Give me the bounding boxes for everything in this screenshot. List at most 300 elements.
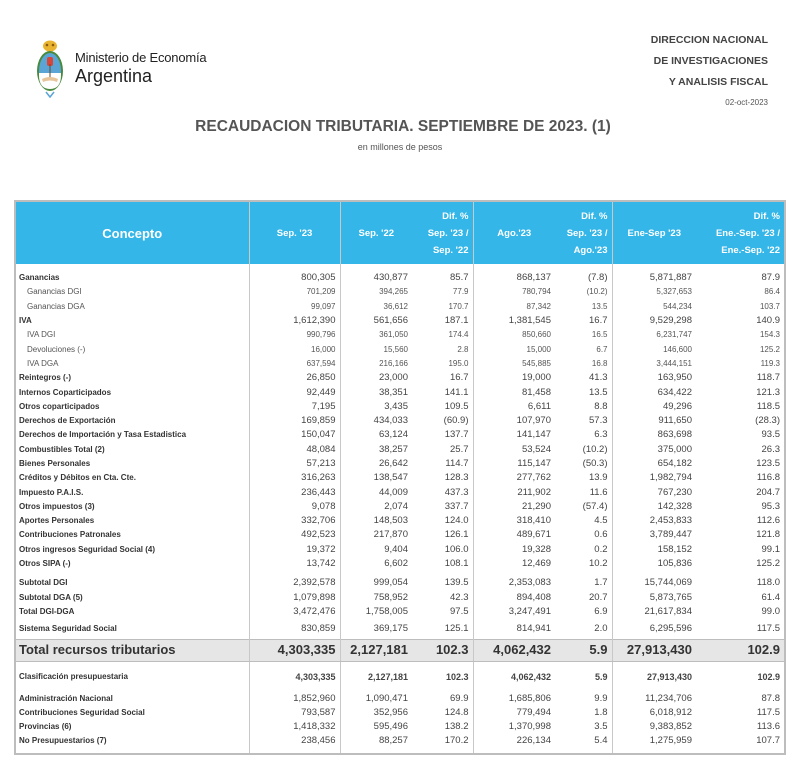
row-value: 87.9 <box>761 272 780 284</box>
row-value: 701,209 <box>249 285 340 299</box>
table-row <box>16 300 784 314</box>
row-label: Derechos de Exportación <box>19 416 116 426</box>
row-value: 170.7 <box>448 301 469 311</box>
row-value: 9,404 <box>340 543 412 557</box>
row-value: 112.6 <box>756 515 780 527</box>
row-label: IVA DGA <box>27 358 59 368</box>
row-label: Otros coparticipados <box>19 401 100 411</box>
row-value: 138,547 <box>340 471 412 485</box>
row-value: 26.3 <box>761 443 780 455</box>
row-value: (10.2) <box>586 287 608 297</box>
row-label: Total recursos tributarios <box>16 639 249 661</box>
row-value: 4.5 <box>594 515 608 527</box>
table-row <box>16 314 784 328</box>
row-value: 57,213 <box>249 457 340 471</box>
ministry-name: Ministerio de Economía <box>75 49 207 65</box>
row-value: 6,018,912 <box>612 706 696 720</box>
spacer-row <box>16 749 784 753</box>
row-value: 758,952 <box>340 591 412 605</box>
row-label: Contribuciones Seguridad Social <box>19 707 145 717</box>
row-value: 26,850 <box>249 371 340 385</box>
row-value: 27,913,430 <box>612 661 696 691</box>
row-value: 6,602 <box>340 557 412 571</box>
row-value: 894,408 <box>473 591 555 605</box>
col-header-sep23: Sep. '23 <box>249 202 340 264</box>
row-value: 16.8 <box>591 358 608 368</box>
ministry-logo <box>35 37 206 99</box>
col-header-sep22: Sep. '22 <box>340 202 412 264</box>
row-value: 2,074 <box>340 500 412 514</box>
row-value: 1.7 <box>594 577 608 589</box>
row-value: 117.5 <box>756 623 780 635</box>
row-value: 4,303,335 <box>249 639 340 661</box>
table-row <box>16 342 784 356</box>
row-value: 19,372 <box>249 543 340 557</box>
row-label: Contribuciones Patronales <box>19 530 121 540</box>
table-row <box>16 485 784 499</box>
row-label: IVA <box>19 316 32 326</box>
row-value: 2.8 <box>457 344 469 354</box>
row-value: 123.5 <box>756 458 780 469</box>
row-value: 561,656 <box>340 314 412 328</box>
row-value: 11,234,706 <box>612 691 696 705</box>
row-value: 141,147 <box>473 428 555 442</box>
row-value: 1,090,471 <box>340 691 412 705</box>
row-value: 116.8 <box>756 472 780 484</box>
table-row <box>16 357 784 371</box>
subtotal-row <box>16 622 784 636</box>
row-value: 911,650 <box>612 414 696 428</box>
row-value: 637,594 <box>249 357 340 371</box>
row-value: 6.9 <box>594 605 608 617</box>
row-value: 9,078 <box>249 500 340 514</box>
row-value: 163,950 <box>612 371 696 385</box>
row-value: 128.3 <box>444 472 469 484</box>
table-row <box>16 285 784 299</box>
row-label: Bienes Personales <box>19 459 91 468</box>
row-value: 174.4 <box>448 330 469 340</box>
row-value: 318,410 <box>473 514 555 528</box>
row-value: 85.7 <box>450 272 469 284</box>
row-value: 434,033 <box>340 414 412 428</box>
row-value: 170.2 <box>444 735 469 747</box>
row-value: 0.6 <box>594 529 608 541</box>
row-value: 990,796 <box>249 328 340 342</box>
row-label: Ganancias <box>19 273 60 283</box>
row-label: Subtotal DGI <box>19 578 68 588</box>
row-label: Otros SIPA (-) <box>19 559 71 569</box>
row-label: No Presupuestarios (7) <box>19 736 107 746</box>
row-value: 369,175 <box>340 622 412 636</box>
row-label: Administración Nacional <box>19 693 113 703</box>
row-value: 95.3 <box>761 500 780 512</box>
row-value: 654,182 <box>612 457 696 471</box>
row-value: 3.5 <box>594 721 608 733</box>
row-value: 1,418,332 <box>249 720 340 734</box>
row-value: 634,422 <box>612 385 696 399</box>
row-value: 394,265 <box>340 285 412 299</box>
row-value: 42.3 <box>450 591 469 603</box>
row-value: 1,982,794 <box>612 471 696 485</box>
row-value: 13,742 <box>249 557 340 571</box>
row-value: 115,147 <box>473 457 555 471</box>
col-header-ene-sep23: Ene-Sep '23 <box>612 202 696 264</box>
row-label: Impuesto P.A.I.S. <box>19 487 84 497</box>
row-value: 169,859 <box>249 414 340 428</box>
row-value: 93.5 <box>761 429 780 441</box>
row-value: 57.3 <box>589 415 608 427</box>
col-header-ago23: Ago.'23 <box>473 202 555 264</box>
row-value: 21,617,834 <box>612 605 696 619</box>
row-value: 49,296 <box>612 400 696 414</box>
row-value: 97.5 <box>450 605 469 617</box>
table-row <box>16 471 784 485</box>
row-value: 102.9 <box>696 639 784 661</box>
row-value: 118.0 <box>756 577 780 589</box>
subtotal-row <box>16 605 784 619</box>
row-value: 8.8 <box>594 400 608 412</box>
row-value: 793,587 <box>249 706 340 720</box>
row-value: 53,524 <box>473 443 555 457</box>
row-value: 141.1 <box>444 386 469 398</box>
row-value: 118.5 <box>756 400 780 412</box>
budget-row <box>16 706 784 720</box>
row-value: 25.7 <box>450 443 469 455</box>
row-value: 139.5 <box>444 577 469 589</box>
col-header-dif-ago: Dif. % Sep. '23 / Ago.'23 <box>555 202 612 264</box>
page-subtitle: en millones de pesos <box>357 142 443 152</box>
page-title: RECAUDACION TRIBUTARIA. SEPTIEMBRE DE 2023. (1) <box>195 118 611 135</box>
row-label: Combustibles Total (2) <box>19 444 105 454</box>
table-row <box>16 271 784 285</box>
row-value: 102.9 <box>757 671 780 682</box>
row-value: 77.9 <box>452 287 469 297</box>
row-value: 44,009 <box>340 485 412 499</box>
budget-row <box>16 720 784 734</box>
row-label: Provincias (6) <box>19 722 72 732</box>
row-value: 489,671 <box>473 528 555 542</box>
row-value: 118.7 <box>756 372 780 384</box>
tax-revenue-table <box>14 200 786 755</box>
row-value: 1,381,545 <box>473 314 555 328</box>
row-value: 63,124 <box>340 428 412 442</box>
row-value: 121.3 <box>756 386 780 398</box>
budget-row <box>16 734 784 748</box>
row-value: 61.4 <box>761 591 780 603</box>
row-value: 545,885 <box>473 357 555 371</box>
row-value: 107,970 <box>473 414 555 428</box>
row-value: 2,453,833 <box>612 514 696 528</box>
row-label: Internos Coparticipados <box>19 387 112 397</box>
row-value: 4,303,335 <box>249 661 340 691</box>
table-row <box>16 414 784 428</box>
row-value: 800,305 <box>249 271 340 285</box>
row-value: 830,859 <box>249 622 340 636</box>
row-label: Devoluciones (-) <box>27 344 86 354</box>
row-value: 125.2 <box>756 558 780 570</box>
subtotal-row <box>16 576 784 590</box>
row-value: 20.7 <box>589 591 608 603</box>
row-value: 41.3 <box>589 372 608 384</box>
row-value: 375,000 <box>612 443 696 457</box>
row-label: Ganancias DGA <box>27 301 85 311</box>
row-value: 69.9 <box>450 692 469 704</box>
table-row <box>16 514 784 528</box>
argentina-coat-of-arms-icon <box>35 37 65 99</box>
row-value: 113.6 <box>756 721 780 733</box>
row-value: 6,231,747 <box>612 328 696 342</box>
row-value: 5.4 <box>594 735 608 747</box>
row-value: 1,685,806 <box>473 691 555 705</box>
row-value: 88,257 <box>340 734 412 748</box>
col-header-concepto: Concepto <box>16 202 249 264</box>
row-value: 137.7 <box>444 429 469 441</box>
row-value: 6,295,596 <box>612 622 696 636</box>
row-label: Otros impuestos (3) <box>19 501 95 511</box>
row-value: 15,744,069 <box>612 576 696 590</box>
table-row <box>16 443 784 457</box>
row-value: 6.3 <box>594 429 608 441</box>
agency-block <box>651 30 768 110</box>
table-row <box>16 385 784 399</box>
row-value: 13.5 <box>589 386 608 398</box>
col-header-dif-sep: Dif. % Sep. '23 / Sep. '22 <box>412 202 473 264</box>
report-date: 02-oct-2023 <box>725 98 768 107</box>
row-value: 0.2 <box>594 543 608 555</box>
row-value: 121.8 <box>756 529 780 541</box>
row-value: 125.1 <box>444 623 469 635</box>
table-row <box>16 457 784 471</box>
row-value: 16,000 <box>249 342 340 356</box>
row-value: 3,247,491 <box>473 605 555 619</box>
row-value: 850,660 <box>473 328 555 342</box>
row-value: 92,449 <box>249 385 340 399</box>
row-value: 316,263 <box>249 471 340 485</box>
row-label: Ganancias DGI <box>27 287 82 297</box>
row-value: 5.9 <box>555 639 612 661</box>
row-value: (57.4) <box>582 500 608 512</box>
row-value: 492,523 <box>249 528 340 542</box>
row-value: 5,871,887 <box>612 271 696 285</box>
row-value: 19,000 <box>473 371 555 385</box>
row-label: Subtotal DGA (5) <box>19 592 83 602</box>
row-value: 38,351 <box>340 385 412 399</box>
row-value: 217,870 <box>340 528 412 542</box>
table-row <box>16 528 784 542</box>
row-value: 23,000 <box>340 371 412 385</box>
agency-line-3: Y ANALISIS FISCAL <box>668 76 768 88</box>
row-value: 27,913,430 <box>612 639 696 661</box>
row-value: 2.0 <box>594 623 608 635</box>
row-value: 361,050 <box>340 328 412 342</box>
row-value: 4,062,432 <box>473 661 555 691</box>
row-value: (50.3) <box>582 458 608 469</box>
row-value: 5,873,765 <box>612 591 696 605</box>
row-value: 102.3 <box>412 639 473 661</box>
row-value: 117.5 <box>756 706 780 718</box>
row-value: 2,127,181 <box>340 639 412 661</box>
row-value: 352,956 <box>340 706 412 720</box>
row-value: 211,902 <box>473 485 555 499</box>
row-value: (60.9) <box>443 415 469 427</box>
row-value: 109.5 <box>444 400 469 412</box>
row-value: 863,698 <box>612 428 696 442</box>
row-value: 146,600 <box>612 342 696 356</box>
row-value: 430,877 <box>340 271 412 285</box>
row-value: 3,472,476 <box>249 605 340 619</box>
row-value: 124.0 <box>444 515 469 527</box>
row-value: 99.0 <box>761 605 780 617</box>
row-value: 81,458 <box>473 385 555 399</box>
row-value: (7.8) <box>587 272 608 284</box>
row-value: 779,494 <box>473 706 555 720</box>
row-value: 126.1 <box>444 529 469 541</box>
row-value: 138.2 <box>444 721 469 733</box>
row-value: 150,047 <box>249 428 340 442</box>
row-value: 38,257 <box>340 443 412 457</box>
row-value: 4,062,432 <box>473 639 555 661</box>
row-value: 9,383,852 <box>612 720 696 734</box>
row-value: 13.9 <box>589 472 608 484</box>
row-value: 148,503 <box>340 514 412 528</box>
classification-row <box>16 661 784 691</box>
row-value: 106.0 <box>444 543 469 555</box>
row-value: 142,328 <box>612 500 696 514</box>
table-row <box>16 371 784 385</box>
row-value: 15,000 <box>473 342 555 356</box>
row-label: Reintegros (-) <box>19 373 71 383</box>
total-row <box>16 639 784 661</box>
row-value: 999,054 <box>340 576 412 590</box>
row-value: 868,137 <box>473 271 555 285</box>
row-value: 216,166 <box>340 357 412 371</box>
row-value: 2,127,181 <box>340 661 412 691</box>
table-row <box>16 557 784 571</box>
subtotal-row <box>16 591 784 605</box>
row-value: (10.2) <box>582 443 608 455</box>
row-value: 16.7 <box>589 315 608 327</box>
row-value: 19,328 <box>473 543 555 557</box>
agency-line-2: DE INVESTIGACIONES <box>653 55 768 67</box>
row-value: 119.3 <box>760 358 780 368</box>
row-label: Aportes Personales <box>19 516 95 526</box>
row-value: 86.4 <box>764 287 780 297</box>
row-value: 1,079,898 <box>249 591 340 605</box>
row-value: 1,370,998 <box>473 720 555 734</box>
table-row <box>16 543 784 557</box>
row-value: 11.6 <box>589 486 608 498</box>
row-label: Sistema Seguridad Social <box>19 624 117 634</box>
row-value: 236,443 <box>249 485 340 499</box>
row-value: 1,275,959 <box>612 734 696 748</box>
row-value: 36,612 <box>340 300 412 314</box>
row-value: 99.1 <box>761 543 780 555</box>
row-value: 103.7 <box>759 301 780 311</box>
col-header-dif-ene-sep: Dif. % Ene.-Sep. '23 / Ene.-Sep. '22 <box>696 202 784 264</box>
row-value: 332,706 <box>249 514 340 528</box>
agency-line-1: DIRECCION NACIONAL <box>650 34 768 46</box>
row-value: 6,611 <box>473 400 555 414</box>
row-value: 9.9 <box>594 692 608 704</box>
row-value: 7,195 <box>249 400 340 414</box>
table-row <box>16 428 784 442</box>
row-value: 99,097 <box>249 300 340 314</box>
row-value: 12,469 <box>473 557 555 571</box>
row-value: 9,529,298 <box>612 314 696 328</box>
row-value: 814,941 <box>473 622 555 636</box>
row-value: 21,290 <box>473 500 555 514</box>
row-value: 767,230 <box>612 485 696 499</box>
row-value: 15,560 <box>340 342 412 356</box>
row-value: 107.7 <box>756 735 780 747</box>
row-value: 3,789,447 <box>612 528 696 542</box>
row-label: Otros ingresos Seguridad Social (4) <box>19 544 156 554</box>
row-value: 780,794 <box>473 285 555 299</box>
table-row <box>16 500 784 514</box>
row-value: 158,152 <box>612 543 696 557</box>
row-value: 238,456 <box>249 734 340 748</box>
row-value: 48,084 <box>249 443 340 457</box>
row-value: 13.5 <box>591 301 608 311</box>
row-value: 1,612,390 <box>249 314 340 328</box>
row-value: (28.3) <box>755 415 780 427</box>
row-value: 6.7 <box>596 344 608 354</box>
row-value: 3,435 <box>340 400 412 414</box>
row-value: 10.2 <box>589 558 608 570</box>
row-label: Clasificación presupuestaria <box>19 671 128 681</box>
table-row <box>16 400 784 414</box>
row-value: 277,762 <box>473 471 555 485</box>
row-value: 5.9 <box>594 671 608 682</box>
row-label: Créditos y Débitos en Cta. Cte. <box>19 473 136 483</box>
row-value: 26,642 <box>340 457 412 471</box>
table-header-row <box>16 202 784 264</box>
row-value: 595,496 <box>340 720 412 734</box>
row-value: 1.8 <box>594 706 608 718</box>
row-value: 1,758,005 <box>340 605 412 619</box>
row-value: 226,134 <box>473 734 555 748</box>
row-value: 204.7 <box>756 486 780 498</box>
row-value: 195.0 <box>448 358 469 368</box>
row-value: 114.7 <box>445 458 469 469</box>
row-value: 87,342 <box>473 300 555 314</box>
row-value: 125.2 <box>759 344 780 354</box>
row-value: 87.8 <box>761 692 780 704</box>
spacer-row <box>16 264 784 271</box>
row-value: 154.3 <box>759 330 780 340</box>
budget-row <box>16 691 784 705</box>
row-value: 2,392,578 <box>249 576 340 590</box>
row-value: 437.3 <box>444 486 469 498</box>
row-value: 108.1 <box>444 558 469 570</box>
row-label: Derechos de Importación y Tasa Estadistica <box>19 430 187 440</box>
row-label: IVA DGI <box>27 330 56 340</box>
row-value: 337.7 <box>444 500 469 512</box>
row-value: 3,444,151 <box>612 357 696 371</box>
row-value: 5,327,653 <box>612 285 696 299</box>
country-name: Argentina <box>75 65 153 86</box>
row-value: 187.1 <box>444 315 469 327</box>
row-label: Total DGI-DGA <box>19 606 75 616</box>
row-value: 544,234 <box>612 300 696 314</box>
row-value: 102.3 <box>445 671 469 682</box>
row-value: 2,353,083 <box>473 576 555 590</box>
row-value: 16.5 <box>591 330 608 340</box>
row-value: 124.8 <box>444 706 469 718</box>
row-value: 140.9 <box>756 315 780 327</box>
row-value: 105,836 <box>612 557 696 571</box>
row-value: 1,852,960 <box>249 691 340 705</box>
